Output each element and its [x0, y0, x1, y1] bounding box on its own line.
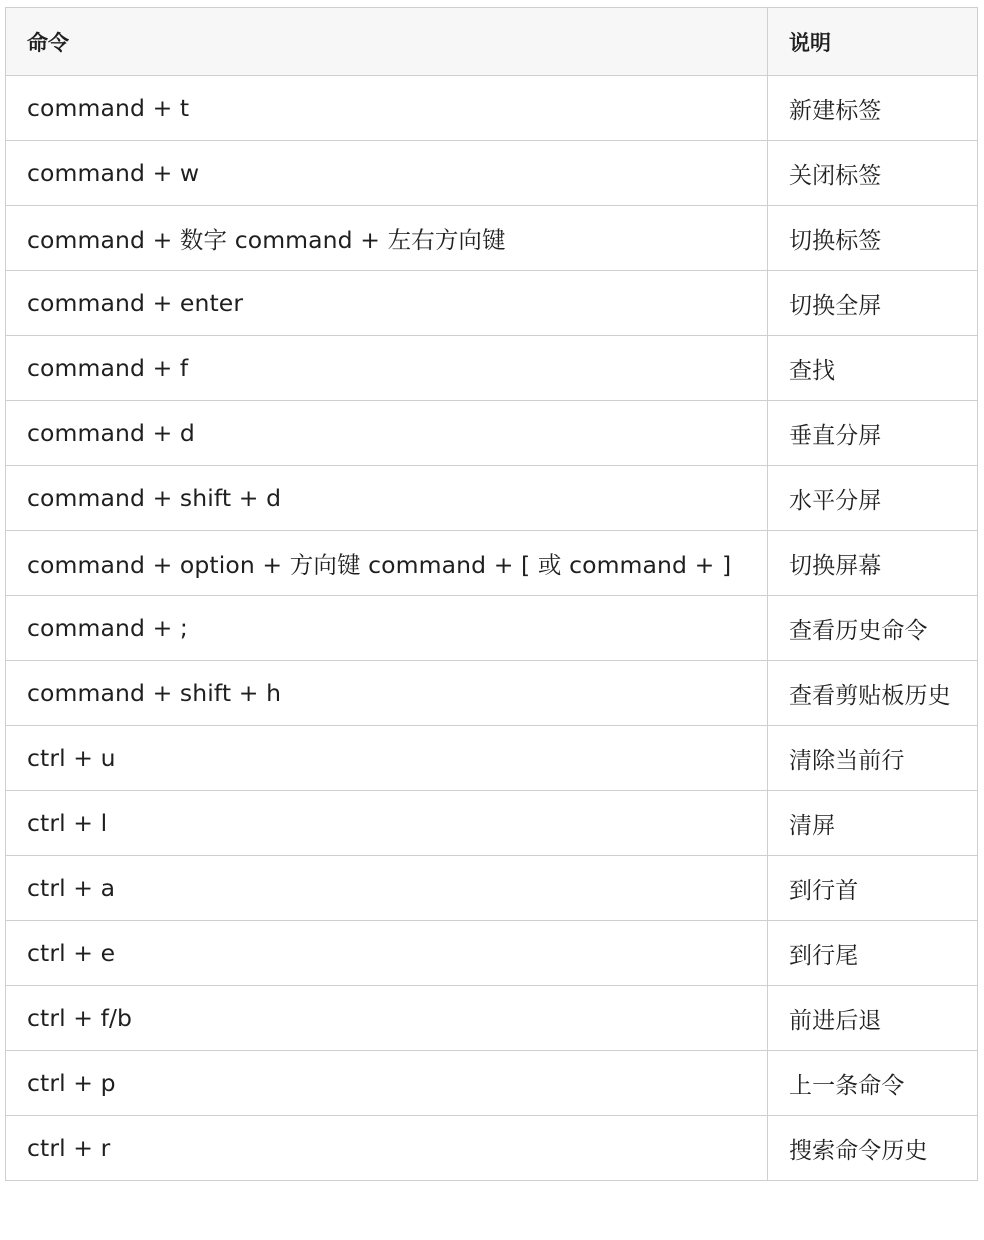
table-header-row [6, 8, 978, 76]
description-cell: 关闭标签 [768, 141, 978, 206]
description-cell: 前进后退 [768, 986, 978, 1051]
description-cell: 切换全屏 [768, 271, 978, 336]
command-cell: command + w [6, 141, 768, 206]
description-cell: 新建标签 [768, 76, 978, 141]
command-cell: command + ; [6, 596, 768, 661]
description-cell: 清屏 [768, 791, 978, 856]
command-cell: command + shift + h [6, 661, 768, 726]
table-row [6, 986, 978, 1051]
command-cell: command + shift + d [6, 466, 768, 531]
table-row [6, 726, 978, 791]
description-cell: 查找 [768, 336, 978, 401]
table-row [6, 336, 978, 401]
command-cell: ctrl + e [6, 921, 768, 986]
shortcut-table [5, 7, 978, 1181]
command-cell: command + t [6, 76, 768, 141]
command-cell: command + f [6, 336, 768, 401]
shortcut-table-container [5, 7, 978, 1181]
command-cell: command + d [6, 401, 768, 466]
command-cell: command + 数字 command + 左右方向键 [6, 206, 768, 271]
header-description: 说明 [768, 8, 978, 76]
table-row [6, 661, 978, 726]
description-cell: 查看剪贴板历史 [768, 661, 978, 726]
table-row [6, 141, 978, 206]
description-cell: 水平分屏 [768, 466, 978, 531]
description-cell: 查看历史命令 [768, 596, 978, 661]
description-cell: 搜索命令历史 [768, 1116, 978, 1181]
table-row [6, 1051, 978, 1116]
table-row [6, 401, 978, 466]
command-cell: command + enter [6, 271, 768, 336]
table-row [6, 466, 978, 531]
description-cell: 切换标签 [768, 206, 978, 271]
command-cell: command + option + 方向键 command + [ 或 command + ] [6, 531, 768, 596]
table-row [6, 531, 978, 596]
command-cell: ctrl + p [6, 1051, 768, 1116]
description-cell: 到行尾 [768, 921, 978, 986]
description-cell: 切换屏幕 [768, 531, 978, 596]
table-row [6, 76, 978, 141]
command-cell: ctrl + a [6, 856, 768, 921]
table-row [6, 856, 978, 921]
table-row [6, 271, 978, 336]
table-body [6, 76, 978, 1181]
description-cell: 清除当前行 [768, 726, 978, 791]
table-row [6, 206, 978, 271]
header-command: 命令 [6, 8, 768, 76]
command-cell: ctrl + l [6, 791, 768, 856]
command-cell: ctrl + r [6, 1116, 768, 1181]
table-row [6, 791, 978, 856]
table-row [6, 1116, 978, 1181]
description-cell: 上一条命令 [768, 1051, 978, 1116]
command-cell: ctrl + u [6, 726, 768, 791]
description-cell: 到行首 [768, 856, 978, 921]
description-cell: 垂直分屏 [768, 401, 978, 466]
table-row [6, 596, 978, 661]
command-cell: ctrl + f/b [6, 986, 768, 1051]
table-row [6, 921, 978, 986]
